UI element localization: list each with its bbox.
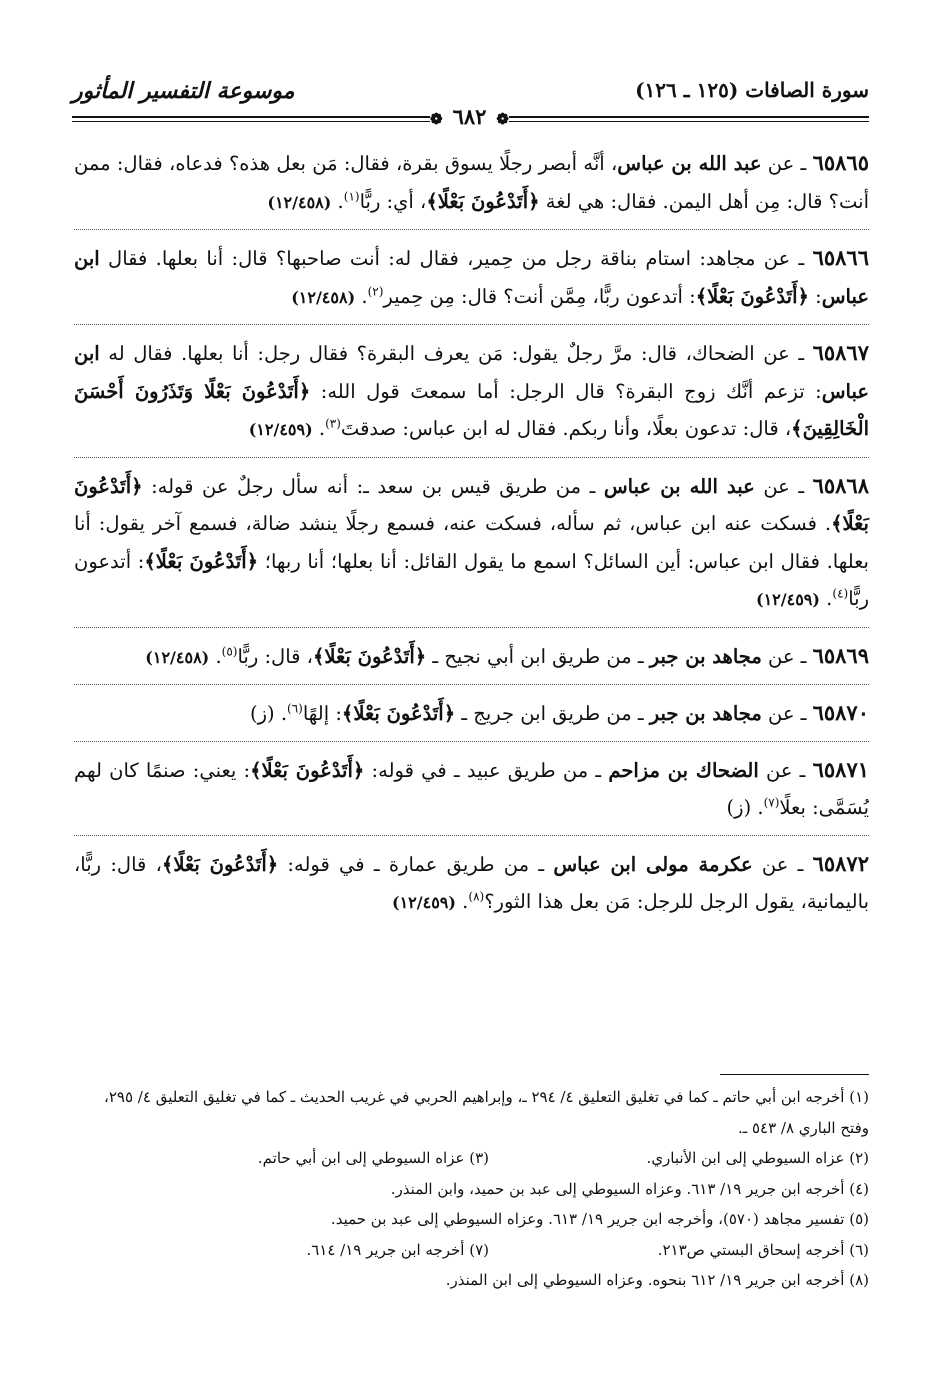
narration-text: : أتدعون ربًّا — [74, 549, 869, 610]
narration-number: ٦٥٨٦٧ — [812, 340, 869, 365]
narrator-name: عبد الله بن عباس — [617, 152, 762, 175]
footnote-pair — [74, 1235, 869, 1266]
narration-entry — [74, 751, 869, 836]
quran-verse: ﴿أَتَدْعُونَ بَعْلًا وَتَذَرُونَ أَحْسَنَ الْخَالِقِينَ﴾ — [74, 379, 869, 440]
quran-verse: ﴿أَتَدْعُونَ بَعْلًا﴾ — [341, 702, 456, 725]
quran-verse: ﴿أَتَدْعُونَ بَعْلًا﴾ — [312, 644, 427, 668]
narration-text: . — [312, 417, 326, 440]
narration-text: . — [209, 644, 222, 668]
footnotes — [74, 1082, 869, 1296]
quran-verse: ﴿أَتَدْعُونَ بَعْلًا﴾ — [144, 549, 259, 573]
footnote-pair — [74, 1143, 869, 1174]
narration-entry — [74, 845, 869, 930]
narration-text: ، قال: تدعون بعلًا، وأنا ربكم. فقال له ابن عباس: صدقتَ — [340, 417, 792, 440]
narration-number: ٦٥٨٦٨ — [812, 472, 869, 498]
narration-text: : يعني: صنمًا كان لهم يُسَمَّى: بعلًا — [74, 758, 869, 819]
volume-reference: (١٢/٤٥٩) — [248, 420, 313, 439]
footnote-marker: (٧) — [763, 795, 780, 810]
narration-number: ٦٥٨٦٦ — [812, 245, 869, 270]
footnote-marker: (٢) — [367, 284, 384, 298]
narration-text: ـ عن — [758, 758, 813, 782]
volume-reference: (١٢/٤٥٨) — [291, 287, 356, 307]
narration-entry — [74, 637, 869, 686]
footnote: (٤) أخرجه ابن جرير ١٩/ ٦١٣. وعزاه السيوطي إلى عبد بن حميد، وابن المنذر. — [390, 1179, 869, 1198]
narrator-name: ابن عباس — [74, 247, 869, 308]
ornament-icon: ❁ — [496, 110, 509, 128]
narrator-name: مجاهد بن جبر — [649, 702, 762, 725]
narration-text: . (ز) — [726, 796, 764, 819]
narration-number: ٦٥٨٧٢ — [812, 850, 869, 876]
narrations-list — [74, 144, 869, 939]
narration-text: . — [355, 284, 368, 308]
narration-text: . — [455, 890, 469, 913]
narration-text: ـ من طريق ابن أبي نجيح ـ — [426, 644, 650, 668]
narration-text: ـ من طريق قيس بن سعد ـ: أنه سأل رجلٌ عن قوله: — [142, 474, 604, 498]
footnote-marker: (٤) — [832, 586, 849, 601]
narration-number: ٦٥٨٦٥ — [812, 150, 869, 175]
narration-entry — [74, 334, 869, 458]
narration-text: . — [819, 587, 833, 610]
narration-entry — [74, 144, 869, 230]
footnote-marker: (٦) — [287, 701, 303, 716]
surah-title: سورة الصافات (١٢٥ ـ ١٢٦) — [635, 78, 869, 102]
narration-number: ٦٥٨٦٩ — [812, 642, 869, 668]
quran-verse: ﴿أَتَدْعُونَ بَعْلًا﴾ — [695, 284, 809, 308]
page-number: ٦٨٢ — [443, 104, 497, 129]
narration-text: . فسكت عنه ابن عباس، ثم سأله، فسكت عنه، فسمع رجلًا ينشد ضالة، فسمع آخر يقول: أنا بعلها. فقال ابن عباس: أين السائل؟ اسمع ما يقول القائل: أنا بعلها؛ أنا ربها؛ — [74, 512, 869, 573]
narration-text: ـ عن — [761, 644, 813, 668]
narration-text: : أتدعون ربًّا، مِمَّن أنت؟ قال: مِن حِمير — [383, 284, 696, 308]
narration-text: ـ عن — [761, 152, 813, 175]
narration-text: ـ عن مجاهد: استام بناقة رجل من حِمير، فقال له: أنت صاحبها؟ قال: أنا بعلها. فقال — [99, 247, 813, 270]
volume-reference: (١٢/٤٥٨) — [145, 647, 210, 667]
narration-text: ـ من طريق عبيد ـ في قوله: — [364, 758, 609, 782]
footnote: (٧) أخرجه ابن جرير ١٩/ ٦١٤. — [306, 1240, 489, 1259]
narration-text: ـ من طريق ابن جريج ـ — [455, 702, 650, 725]
narrator-name: عكرمة مولى ابن عباس — [553, 852, 753, 876]
page-number-block — [0, 104, 939, 129]
narrator-name: ابن عباس — [74, 342, 869, 403]
narration-text: ، أي: ربًّا — [359, 189, 427, 213]
book-title: موسوعة التفسير المأثور — [72, 78, 295, 104]
narration-text: . (ز) — [250, 702, 288, 725]
footnote-marker: (٨) — [468, 889, 485, 904]
footnote: (٦) أخرجه إسحاق البستي ص٢١٣. — [657, 1240, 869, 1259]
narration-text: ـ عن — [752, 852, 813, 876]
footnote: (٣) عزاه السيوطي إلى ابن أبي حاتم. — [257, 1149, 489, 1167]
quran-verse: ﴿أَتَدْعُونَ بَعْلًا﴾ — [74, 474, 869, 535]
narration-text: : تزعم أنَّك زوج البقرة؟ قال الرجل: أما سمعتَ قول الله: — [310, 379, 822, 403]
narration-text: : — [808, 284, 822, 308]
narrator-name: مجاهد بن جبر — [649, 644, 762, 668]
narration-text: ـ من طريق عمارة ـ في قوله: — [278, 852, 554, 876]
narration-number: ٦٥٨٧١ — [812, 756, 870, 782]
narration-text: ، قال: ربًّا — [237, 644, 313, 668]
narration-text: ـ عن — [754, 474, 813, 498]
narration-text: . — [331, 189, 344, 213]
narration-text: ـ عن — [761, 702, 813, 725]
narration-number: ٦٥٨٧٠ — [812, 700, 869, 725]
quran-verse: ﴿أَتَدْعُونَ بَعْلًا﴾ — [250, 758, 365, 782]
footnote-marker: (٣) — [325, 416, 341, 431]
footnote-separator — [720, 1074, 869, 1075]
narration-entry — [74, 694, 869, 742]
footnote-marker: (١) — [343, 189, 360, 203]
quran-verse: ﴿أَتَدْعُونَ بَعْلًا﴾ — [161, 852, 279, 876]
footnote: (٥) تفسير مجاهد (٥٧٠)، وأخرجه ابن جرير ١٩/ ٦١٣. وعزاه السيوطي إلى عبد بن حميد. — [330, 1210, 869, 1228]
footnote: (٢) عزاه السيوطي إلى ابن الأنباري. — [646, 1149, 869, 1167]
narration-text: : إلهًا — [302, 702, 342, 725]
narration-text: ـ عن الضحاك، قال: مرَّ رجلٌ يقول: مَن يعرف البقرة؟ فقال رجل: أنا بعلها. فقال له — [99, 342, 813, 365]
volume-reference: (١٢/٤٥٩) — [392, 893, 456, 912]
footnote: (١) أخرجه ابن أبي حاتم ـ كما في تغليق التعليق ٤/ ٢٩٤ ـ، وإبراهيم الحربي في غريب الحديث ـ كما في تغليق التعليق ٤/ ٢٩٥، وفتح الباري ٨/ ٥٤٣ ـ. — [104, 1088, 869, 1137]
narration-entry — [74, 239, 869, 325]
narrator-name: عبد الله بن عباس — [603, 474, 755, 498]
footnote-marker: (٥) — [221, 644, 238, 658]
quran-verse: ﴿أَتَدْعُونَ بَعْلًا﴾ — [426, 189, 540, 213]
footnote: (٨) أخرجه ابن جرير ١٩/ ٦١٢ بنحوه. وعزاه السيوطي إلى ابن المنذر. — [445, 1271, 869, 1289]
narration-text: ، أنَّه أبصر رجلًا يسوق بقرة، فقال: مَن بعل هذه؟ فدعاه، فقال: ممن أنت؟ قال: مِن أهل اليمن. فقال: هي لغة — [74, 152, 869, 213]
narration-entry — [74, 467, 869, 628]
ornament-icon: ❁ — [430, 110, 443, 128]
narration-text: ، قال: ربًّا، باليمانية، يقول الرجل للرجل: مَن بعل هذا الثور؟ — [74, 852, 869, 913]
volume-reference: (١٢/٤٥٨) — [267, 192, 332, 212]
volume-reference: (١٢/٤٥٩) — [756, 590, 820, 609]
narrator-name: الضحاك بن مزاحم — [608, 758, 759, 782]
